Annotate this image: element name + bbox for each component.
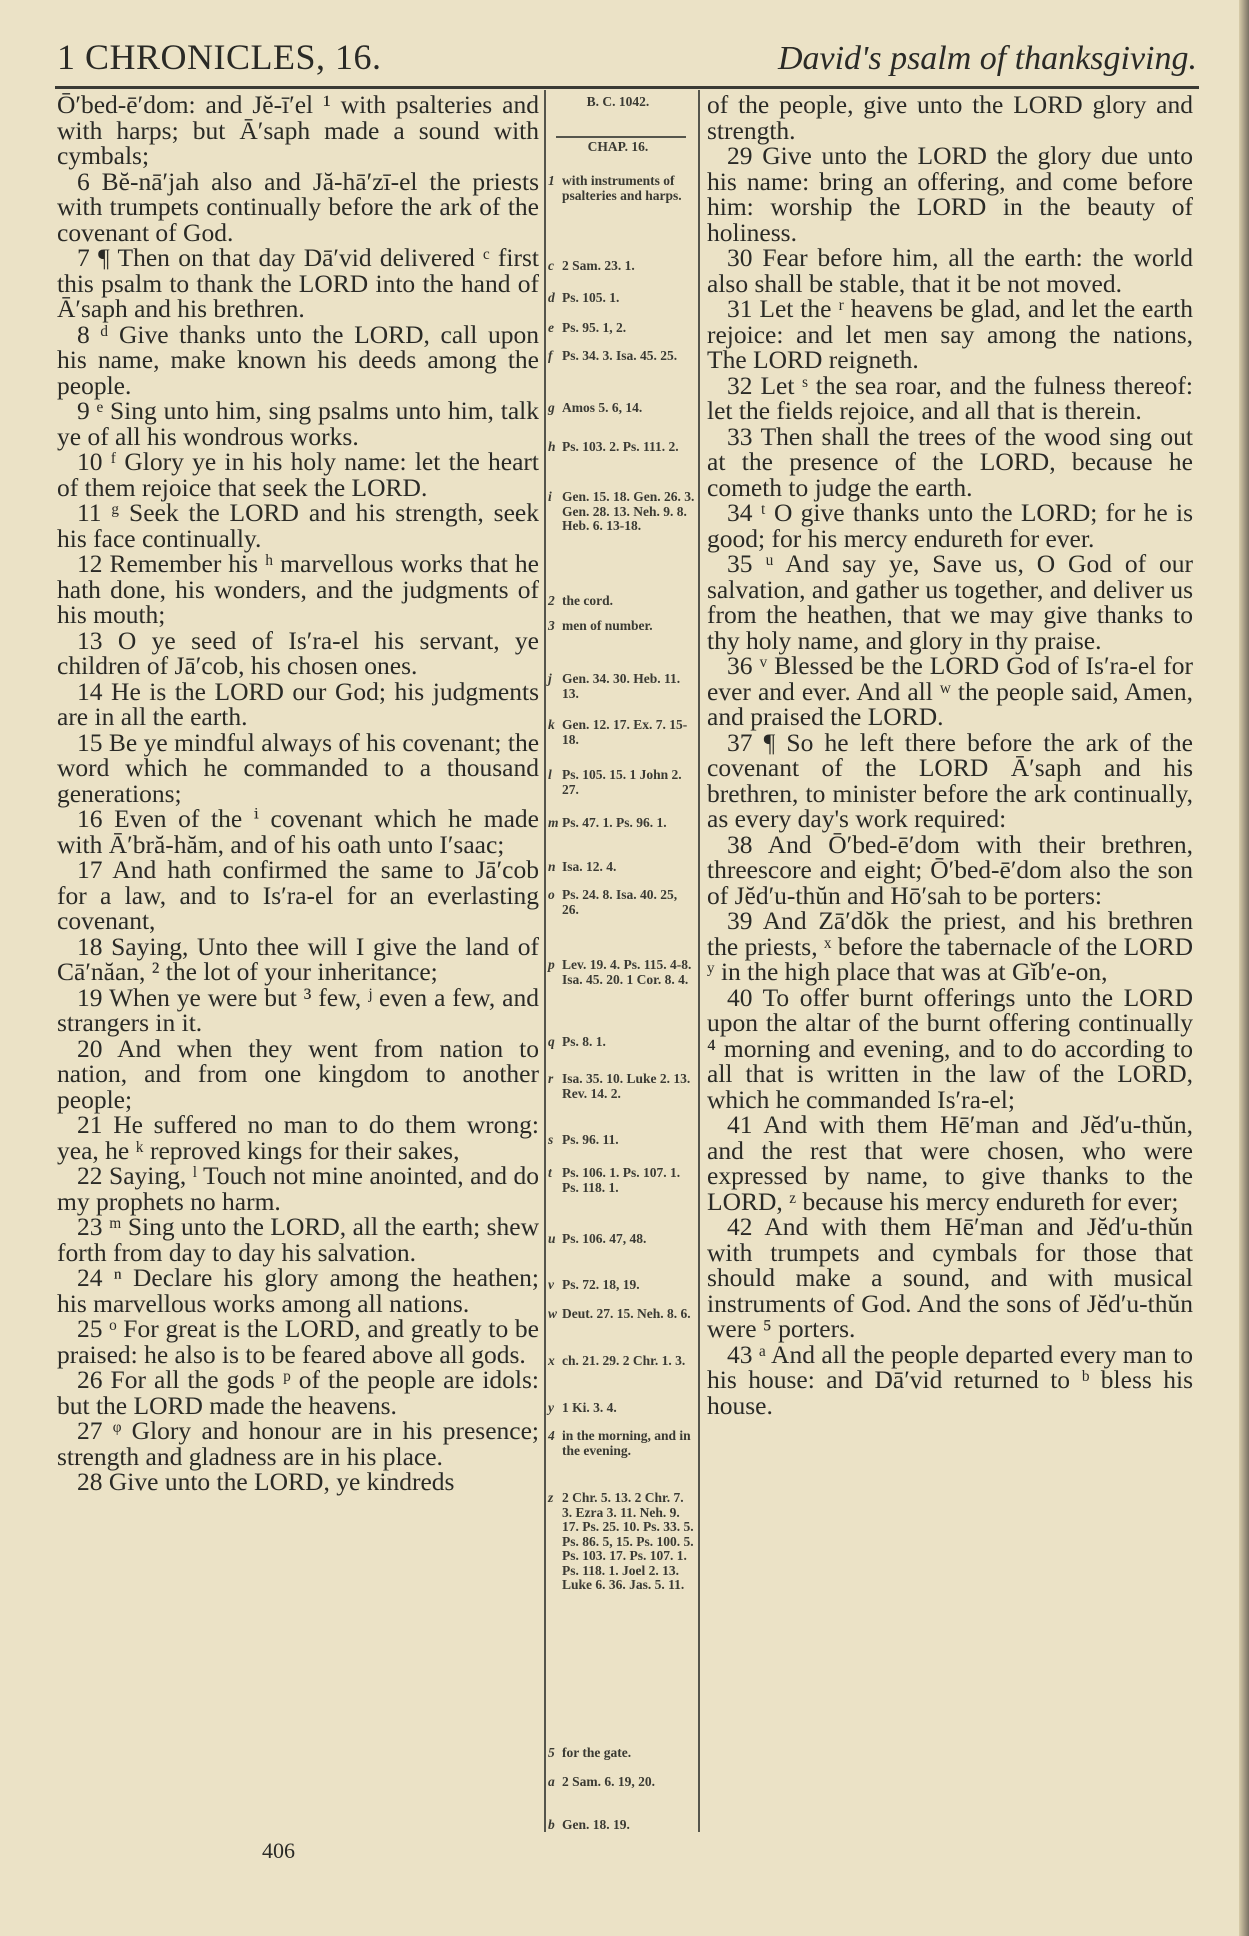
verse-text: And hath confirmed the same to Jā′cob for a law, and to Is′ra-el for an everlasting covenant, <box>57 855 539 935</box>
verse-number: 7 <box>77 243 90 272</box>
note-key: n <box>548 859 556 874</box>
margin-note <box>548 401 700 416</box>
verse-number: 13 <box>77 625 103 655</box>
note-text: Ps. 105. 1. <box>562 290 620 305</box>
verse-number: 16 <box>77 804 103 833</box>
verse-text: Bĕ-nā′jah also and Jă-hā′zī-el the priests with trumpets continually before the ark of the covenant of God. <box>57 166 539 247</box>
verse-number: 9 <box>77 396 90 425</box>
verse <box>707 421 1193 502</box>
note-key: q <box>548 1034 555 1049</box>
verse <box>57 857 539 934</box>
note-key: x <box>548 1353 555 1368</box>
verse-number: 39 <box>727 906 753 935</box>
margin-note <box>548 1072 700 1101</box>
verse <box>57 1367 539 1418</box>
margin-note <box>548 1232 700 1247</box>
verse <box>707 1339 1194 1420</box>
margin-note <box>548 619 700 634</box>
verse <box>57 1265 539 1316</box>
note-key: a <box>548 1774 555 1789</box>
verse <box>57 245 539 322</box>
verse-text: He suffered no man to do them wrong: yea, he ᵏ reproved kings for their sakes, <box>57 1110 539 1165</box>
note-text: Ps. 105. 15. 1 John 2. 27. <box>562 767 682 797</box>
verse-text: ᵍ Seek the LORD and his strength, seek his face continually. <box>57 498 539 553</box>
verse-number: 36 <box>727 651 753 680</box>
verse <box>57 625 540 680</box>
note-key: p <box>548 957 555 972</box>
margin-note <box>548 860 700 875</box>
verse-text: ᵛ Blessed be the LORD God of Is′ra-el for ever and ever. And all ʷ the people said, Amen, and praised the LORD. <box>707 651 1194 731</box>
note-text: for the gate. <box>562 1745 632 1760</box>
page-number: 406 <box>262 1838 295 1863</box>
verse-text: Saying, Unto thee will I give the land of Cā′năan, ² the lot of your inheritance; <box>57 931 539 986</box>
verse-number: 34 <box>727 498 753 527</box>
note-key: 3 <box>548 618 555 633</box>
verse-number: 43 <box>727 1339 753 1369</box>
verse-text: Then shall the trees of the wood sing out at the presence of the LORD, because he cometh to judge the earth. <box>707 421 1193 502</box>
verse-number: 37 <box>727 727 753 757</box>
note-text: ch. 21. 29. 2 Chr. 1. 3. <box>562 1353 686 1368</box>
margin-rule <box>556 136 686 138</box>
verse-number: 41 <box>727 1110 753 1139</box>
margin-note <box>548 1035 700 1050</box>
verse-text: And with them Hē′man and Jĕd′u-thŭn, and the rest that were chosen, who were expressed by name, to give thanks to the LORD, ᶻ because his mercy endureth for ever; <box>707 1110 1193 1216</box>
verse-text: ᶠ Glory ye in his holy name: let the heart of them rejoice that seek the LORD. <box>57 447 539 502</box>
verse-text: And Zā′dŏk the priest, and his brethren the priests, ˣ before the tabernacle of the LORD ʸ in the high place that was at Gĭb′e-on, <box>707 906 1193 986</box>
verse <box>57 1033 540 1114</box>
verse-number: 21 <box>77 1110 103 1139</box>
verse-text: And with them Hē′man and Jĕd′u-thŭn with trumpets and cymbals for those that should make a sound, and with musical instruments of God. And the sons of Jĕd′u-thŭn were ⁵ porters. <box>707 1212 1193 1343</box>
note-key: l <box>548 767 552 782</box>
verse <box>707 982 1194 1114</box>
verse-number: 28 <box>77 1467 103 1496</box>
note-text: Lev. 19. 4. Ps. 115. 4-8. Isa. 45. 20. 1 Cor. 8. 4. <box>562 957 692 987</box>
verse-number: 10 <box>77 447 103 476</box>
note-text: Ps. 103. 2. Ps. 111. 2. <box>562 439 679 454</box>
column-divider-left <box>544 90 546 1832</box>
note-key: o <box>548 887 555 902</box>
verse-number: 24 <box>77 1263 103 1292</box>
verse <box>707 92 1193 143</box>
note-text: Isa. 35. 10. Luke 2. 13. Rev. 14. 2. <box>562 1071 691 1101</box>
verse <box>707 296 1193 373</box>
margin-note <box>548 594 700 609</box>
verse-text: When ye were but ³ few, ʲ even a few, and strangers in it. <box>57 982 539 1037</box>
margin-note <box>548 259 700 274</box>
verse-number: 17 <box>77 855 103 884</box>
note-key: w <box>548 1306 558 1321</box>
verse <box>57 500 539 551</box>
verse-text: Let ˢ the sea roar, and the fulness thereof: let the fields rejoice, and all that is therein. <box>707 370 1194 425</box>
verse-number: 20 <box>77 1033 103 1063</box>
margin-note <box>548 1133 700 1148</box>
note-text: with instruments of psalteries and harps. <box>562 173 682 203</box>
verse-number: 32 <box>727 370 753 400</box>
note-text: Gen. 12. 17. Ex. 7. 15-18. <box>562 717 688 747</box>
verse-text: ᵈ Give thanks unto the LORD, call upon his name, make known his deeds among the people. <box>57 319 539 400</box>
header-rule <box>55 86 1199 89</box>
margin-note <box>548 888 700 917</box>
verse-number: 40 <box>727 982 753 1012</box>
verse-number: 35 <box>727 549 753 578</box>
margin-note <box>548 1278 700 1293</box>
note-text: in the morning, and in the evening. <box>562 1428 691 1458</box>
verse <box>707 245 1193 296</box>
verse-text: ᵠ Glory and honour are in his presence; strength and gladness are in his place. <box>57 1416 540 1471</box>
verse-number: 38 <box>727 829 753 859</box>
verse <box>57 166 539 247</box>
note-text: Ps. 47. 1. Ps. 96. 1. <box>562 815 667 830</box>
margin-note <box>548 440 700 455</box>
verse-number: 15 <box>77 727 103 757</box>
verse-text: O ye seed of Is′ra-el his servant, ye children of Jā′cob, his chosen ones. <box>57 625 540 680</box>
verse <box>57 931 539 986</box>
note-text: men of number. <box>562 618 653 633</box>
verse-text: For all the gods ᵖ of the people are idols: but the LORD made the heavens. <box>57 1365 539 1420</box>
note-key: 5 <box>548 1745 555 1760</box>
note-text: Ps. 72. 18, 19. <box>562 1277 640 1292</box>
verse-number: 33 <box>727 421 753 451</box>
note-text: 1 Ki. 3. 4. <box>562 1400 617 1415</box>
note-key: k <box>548 717 555 732</box>
verse-text: ᵐ Sing unto the LORD, all the earth; shew forth from day to day his salvation. <box>57 1212 539 1267</box>
verse-text: ¶ Then on that day Dā′vid delivered ᶜ first this psalm to thank the LORD into the hand of Ā′saph and his brethren. <box>57 243 539 323</box>
note-text: Ps. 8. 1. <box>562 1034 606 1049</box>
verse <box>707 143 1193 245</box>
verse <box>707 370 1194 425</box>
margin-note <box>548 174 700 203</box>
note-text: 2 Chr. 5. 13. 2 Chr. 7. 3. Ezra 3. 11. Neh. 9. 17. Ps. 25. 10. Ps. 33. 5. Ps. 86. 5, 15. Ps. 100. 5. Ps. 103. 17. Ps. 107. 1. Ps. 118. 1. Joel 2. 13. Luke 6. 36. Jas. 5. 11. <box>562 1490 694 1592</box>
verse <box>57 398 539 449</box>
margin-note <box>548 321 700 336</box>
margin-note <box>548 1746 700 1761</box>
note-text: the cord. <box>562 593 613 608</box>
margin-note <box>548 672 700 701</box>
margin-note <box>548 1775 700 1790</box>
verse-text: And Ō′bed-ē′dom with their brethren, threescore and eight; Ō′bed-ē′dom also the son of Jĕd′u-thŭn and Hō′sah to be porters: <box>707 829 1194 910</box>
note-key: d <box>548 290 555 305</box>
verse <box>707 829 1194 910</box>
verse-number: 23 <box>77 1212 103 1241</box>
note-key: i <box>548 489 552 504</box>
verse-text: ᵘ And say ye, Save us, O God of our salvation, and gather us together, and deliver us from the heathen, that we may give thanks to thy holy name, and glory in thy praise. <box>707 549 1193 655</box>
verse-number: 11 <box>77 498 102 527</box>
verse-text: To offer burnt offerings unto the LORD upon the altar of the burnt offering continually ⁴ morning and evening, and to do according to all that is written in the law of the LORD, which he commanded Is′ra-el; <box>707 982 1194 1114</box>
verse-text: ⁿ Declare his glory among the heathen; his marvellous works among all nations. <box>57 1263 540 1318</box>
verse-number: 18 <box>77 931 103 961</box>
verse-text: Be ye mindful always of his covenant; the word which he commanded to a thousand generations; <box>57 727 540 808</box>
verse <box>57 319 539 400</box>
margin-note <box>548 1491 700 1593</box>
margin-note <box>548 816 700 831</box>
verse-text: Let the ʳ heavens be glad, and let the earth rejoice: and let men say among the nations, The LORD reigneth. <box>707 294 1194 374</box>
note-key: u <box>548 1231 556 1246</box>
note-text: Ps. 96. 11. <box>562 1132 619 1147</box>
margin-note <box>548 1401 700 1416</box>
verse-text: of the people, give unto the LORD glory and strength. <box>707 90 1193 145</box>
note-text: 2 Sam. 6. 19, 20. <box>562 1774 656 1789</box>
verse-text: ᵃ And all the people departed every man to his house: and Dā′vid returned to ᵇ bless his house. <box>707 1339 1194 1420</box>
verse-number: 42 <box>727 1212 753 1241</box>
verse-number: 29 <box>727 141 753 170</box>
margin-note <box>548 1166 700 1195</box>
verse-text: Give unto the LORD the glory due unto his name: bring an offering, and come before him: worship the LORD in the beauty of holiness. <box>707 141 1194 247</box>
margin-chapter: CHAP. 16. <box>587 139 649 154</box>
margin-note <box>548 1354 700 1369</box>
verse-number: 8 <box>77 319 90 349</box>
verse <box>707 1112 1193 1214</box>
right-text-column <box>707 92 1193 1418</box>
margin-note <box>548 1818 700 1833</box>
verse-number: 12 <box>77 549 103 578</box>
verse <box>57 1469 539 1495</box>
running-head-title: David's psalm of thanksgiving. <box>777 40 1197 77</box>
note-key: m <box>548 815 559 830</box>
note-text: Ps. 24. 8. Isa. 40. 25, 26. <box>562 887 678 917</box>
verse-text: Saying, ˡ Touch not mine anointed, and do my prophets no harm. <box>57 1161 540 1216</box>
verse <box>707 551 1193 653</box>
note-key: j <box>548 671 552 686</box>
verse-number: 26 <box>77 1365 103 1394</box>
note-key: f <box>548 348 553 363</box>
verse-number: 22 <box>77 1161 103 1190</box>
verse <box>57 1112 539 1163</box>
note-key: r <box>548 1071 554 1086</box>
verse-number: 25 <box>77 1314 103 1343</box>
verse <box>707 727 1193 833</box>
verse <box>707 500 1193 551</box>
verse-number: 31 <box>727 294 753 323</box>
note-text: Ps. 34. 3. Isa. 45. 25. <box>562 348 678 363</box>
note-text: Deut. 27. 15. Neh. 8. 6. <box>562 1306 691 1321</box>
verse <box>57 1418 539 1469</box>
verse <box>57 727 540 808</box>
note-key: 2 <box>548 593 555 608</box>
note-text: Isa. 12. 4. <box>562 859 617 874</box>
verse <box>57 806 539 857</box>
note-key: 4 <box>548 1428 555 1443</box>
note-key: e <box>548 320 554 335</box>
verse <box>707 1214 1193 1342</box>
verse-text: He is the LORD our God; his judgments are in all the earth. <box>57 676 540 731</box>
verse-text: Give unto the LORD, ye kindreds <box>108 1467 455 1496</box>
note-text: Amos 5. 6, 14. <box>562 400 643 415</box>
margin-note <box>548 768 700 797</box>
margin-note <box>548 490 700 534</box>
verse-text: Ō′bed-ē′dom: and Jĕ-ī′el ¹ with psalteries and with harps; but Ā′saph made a sound with cymbals; <box>57 90 539 170</box>
verse-text: Even of the ⁱ covenant which he made with Ā′bră-hăm, and of his oath unto I′saac; <box>57 804 539 859</box>
verse <box>707 653 1193 730</box>
note-key: y <box>548 1400 554 1415</box>
margin-note <box>548 291 700 306</box>
margin-note <box>548 718 700 747</box>
note-text: Ps. 106. 47, 48. <box>562 1231 647 1246</box>
verse-text: ¶ So he left there before the ark of the covenant of the LORD Ā′saph and his brethren, to minister before the ark continually, as every day's work required: <box>707 727 1193 833</box>
margin-note <box>548 1307 700 1322</box>
note-text: Gen. 34. 30. Heb. 11. 13. <box>562 671 681 701</box>
verse-number: 14 <box>77 676 103 706</box>
verse-number: 27 <box>77 1416 103 1445</box>
verse-text: ᵒ For great is the LORD, and greatly to be praised: he also is to be feared above all gods. <box>57 1314 540 1369</box>
verse-text: ᵗ O give thanks unto the LORD; for he is good; for his mercy endureth for ever. <box>707 498 1193 553</box>
note-key: c <box>548 258 554 273</box>
verse <box>707 908 1193 985</box>
verse <box>57 92 539 169</box>
verse-text: Fear before him, all the earth: the world also shall be stable, that it be not moved. <box>707 243 1194 298</box>
margin-date: B. C. 1042. <box>586 94 650 109</box>
verse-text: Remember his ʰ marvellous works that he hath done, his wonders, and the judgments of his mouth; <box>57 549 539 629</box>
verse <box>57 1163 539 1214</box>
verse <box>57 449 539 500</box>
note-key: s <box>548 1132 554 1147</box>
note-key: t <box>548 1165 552 1180</box>
verse <box>57 982 539 1037</box>
page-edge <box>1239 0 1249 1936</box>
verse-text: ᵉ Sing unto him, sing psalms unto him, talk ye of all his wondrous works. <box>57 396 539 451</box>
verse <box>57 551 539 628</box>
margin-note <box>548 1429 700 1458</box>
left-text-column <box>57 92 539 1495</box>
verse-text: And when they went from nation to nation, and from one kingdom to another people; <box>57 1033 540 1114</box>
margin-note <box>548 349 700 364</box>
note-key: 1 <box>548 173 555 188</box>
note-text: Gen. 15. 18. Gen. 26. 3. Gen. 28. 13. Neh. 9. 8. Heb. 6. 13-18. <box>562 489 695 533</box>
note-key: b <box>548 1817 555 1832</box>
verse <box>57 676 540 731</box>
note-key: g <box>548 400 555 415</box>
running-head-book-chapter: 1 CHRONICLES, 16. <box>57 37 382 77</box>
verse-number: 30 <box>727 243 753 272</box>
note-text: Ps. 95. 1, 2. <box>562 320 627 335</box>
verse-number: 19 <box>77 982 103 1012</box>
note-key: h <box>548 439 556 454</box>
verse <box>57 1316 539 1367</box>
verse-number: 6 <box>77 166 90 196</box>
verse <box>57 1214 539 1265</box>
margin-note <box>548 958 700 987</box>
note-text: 2 Sam. 23. 1. <box>562 258 635 273</box>
note-text: Gen. 18. 19. <box>562 1817 630 1832</box>
note-text: Ps. 106. 1. Ps. 107. 1. Ps. 118. 1. <box>562 1165 681 1195</box>
note-key: z <box>548 1490 554 1505</box>
note-key: v <box>548 1277 554 1292</box>
